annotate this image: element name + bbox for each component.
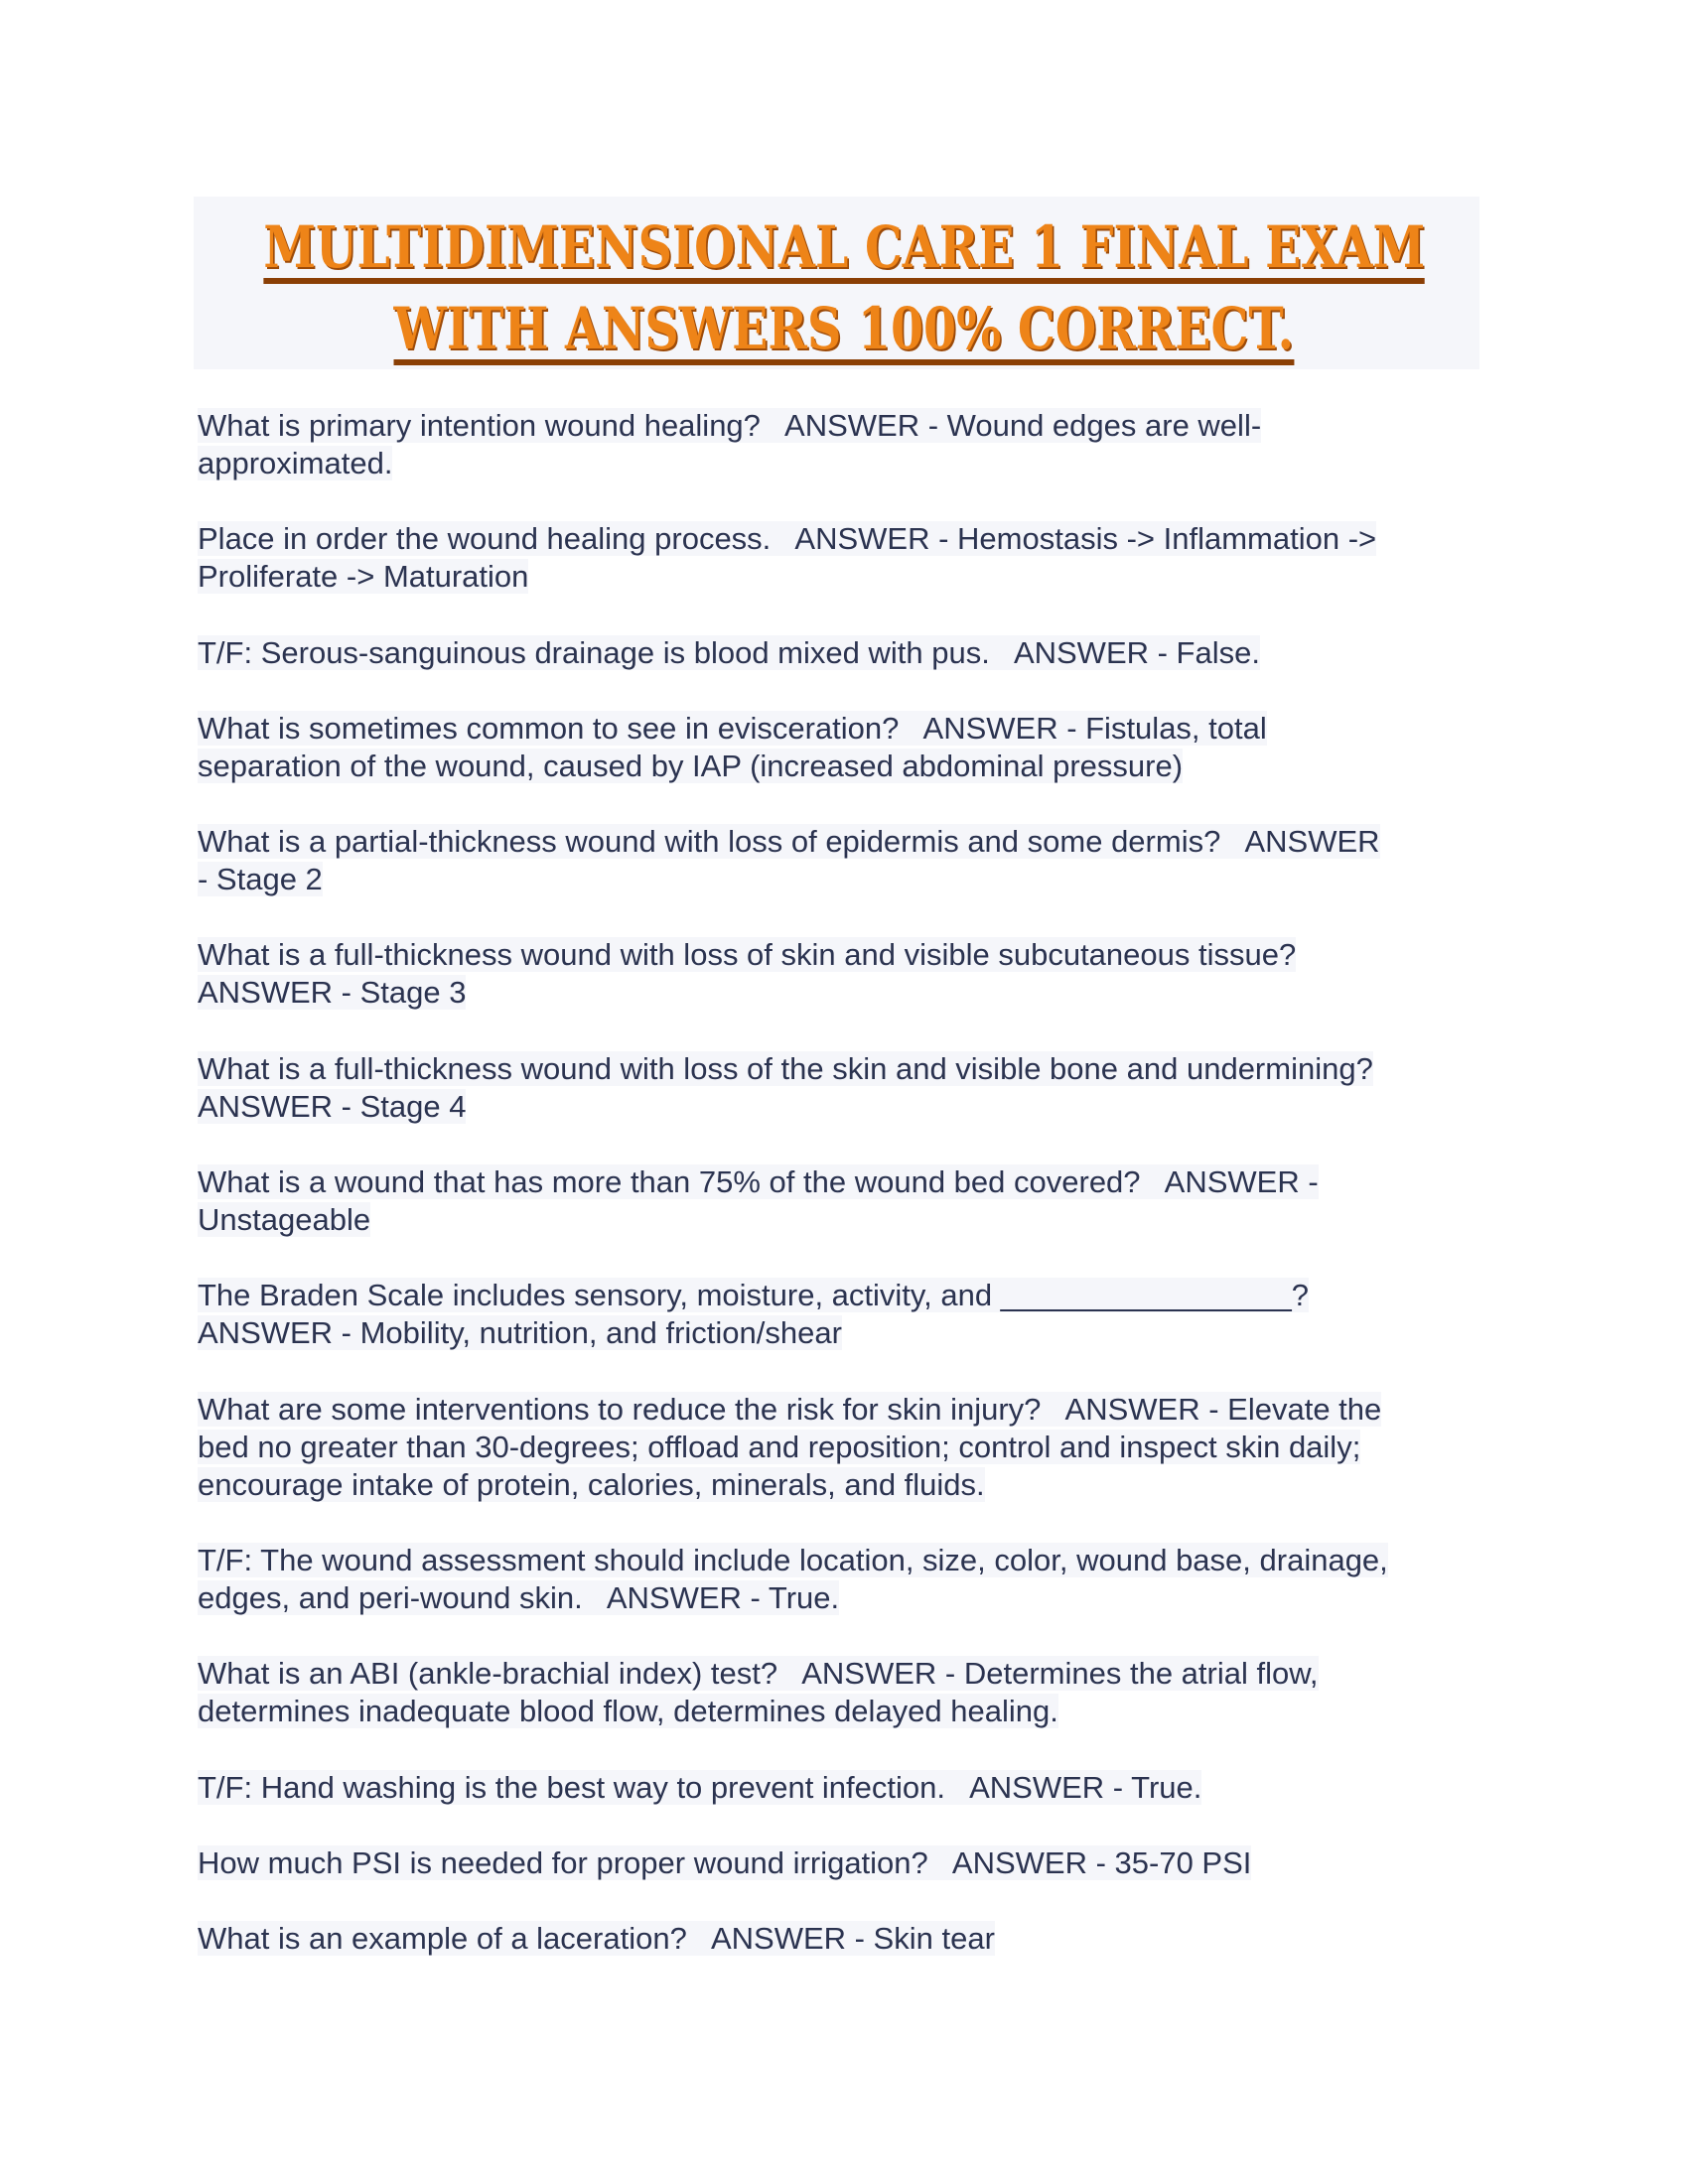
qa-line [198,1655,1488,1693]
qa-item [198,936,1488,1012]
qa-text: Proliferate -> Maturation [198,559,529,595]
qa-line [198,1542,1488,1579]
qa-text: What is an ABI (ankle-brachial index) test? ANSWER - Determines the atrial flow, [198,1656,1319,1692]
qa-text: What is a partial-thickness wound with loss of epidermis and some dermis? ANSWER [198,824,1380,860]
qa-text: T/F: Hand washing is the best way to prevent infection. ANSWER - True. [198,1769,1202,1805]
qa-text: approximated. [198,446,393,480]
qa-line [198,1163,1488,1201]
qa-line [198,1693,1488,1730]
qa-text: Unstageable [198,1202,371,1237]
qa-text: edges, and peri-wound skin. ANSWER - True. [198,1580,840,1615]
qa-item [198,1920,1488,1958]
qa-line [198,1391,1488,1429]
qa-text: How much PSI is needed for proper wound irrigation? ANSWER - 35-70 PSI [198,1844,1252,1880]
qa-text: What is a full-thickness wound with loss of the skin and visible bone and undermining? [198,1050,1373,1086]
qa-line [198,710,1488,748]
qa-line [198,1314,1488,1352]
qa-item [198,1655,1488,1730]
qa-item [198,1391,1488,1504]
qa-item [198,1769,1488,1807]
qa-line [198,748,1488,785]
qa-text: The Braden Scale includes sensory, moisture, activity, and _________________? [198,1278,1310,1313]
qa-line [198,407,1488,445]
qa-text: ANSWER - Stage 4 [198,1088,467,1124]
qa-item [198,1163,1488,1239]
qa-line [198,1844,1488,1882]
qa-text: determines inadequate blood flow, determines delayed healing. [198,1694,1058,1729]
qa-item [198,1542,1488,1617]
qa-item [198,823,1488,898]
qa-text: ANSWER - Mobility, nutrition, and friction/shear [198,1315,842,1351]
qa-line [198,1050,1488,1088]
qa-line [198,1769,1488,1807]
qa-text: What is a full-thickness wound with loss of skin and visible subcutaneous tissue? [198,937,1297,973]
qa-text: T/F: The wound assessment should include location, size, color, wound base, drainage, [198,1543,1388,1577]
qa-line [198,936,1488,974]
qa-text: T/F: Serous-sanguinous drainage is blood mixed with pus. ANSWER - False. [198,634,1260,670]
qa-line [198,1920,1488,1958]
qa-line [198,861,1488,898]
qa-text: What is an example of a laceration? ANSWER - Skin tear [198,1921,995,1956]
qa-line [198,1277,1488,1314]
qa-text: What is sometimes common to see in evisceration? ANSWER - Fistulas, total [198,710,1267,746]
qa-text: encourage intake of protein, calories, minerals, and fluids. [198,1466,985,1502]
qa-line [198,520,1488,558]
qa-item [198,634,1488,672]
qa-text: Place in order the wound healing process. ANSWER - Hemostasis -> Inflammation -> [198,521,1377,557]
qa-line [198,974,1488,1012]
qa-item [198,1277,1488,1352]
qa-line [198,1579,1488,1617]
qa-item [198,1844,1488,1882]
qa-item [198,520,1488,596]
qa-line [198,823,1488,861]
qa-text: ANSWER - Stage 3 [198,975,467,1011]
qa-line [198,1466,1488,1504]
qa-line [198,1429,1488,1466]
qa-line [198,1201,1488,1239]
qa-item [198,1050,1488,1126]
qa-line [198,558,1488,596]
qa-text: What is primary intention wound healing? ANSWER - Wound edges are well- [198,408,1262,443]
qa-text: What are some interventions to reduce the risk for skin injury? ANSWER - Elevate the [198,1391,1382,1427]
qa-item [198,710,1488,785]
qa-text: - Stage 2 [198,862,323,897]
qa-line [198,634,1488,672]
qa-item [198,407,1488,482]
title-line-2: WITH ANSWERS 100% CORRECT. [0,298,1688,365]
qa-text: separation of the wound, caused by IAP (increased abdominal pressure) [198,748,1184,783]
title-line-1: MULTIDIMENSIONAL CARE 1 FINAL EXAM [0,216,1688,284]
qa-line [198,1088,1488,1126]
qa-text: What is a wound that has more than 75% of the wound bed covered? ANSWER - [198,1164,1319,1199]
qa-text: bed no greater than 30-degrees; offload and reposition; control and inspect skin daily; [198,1429,1361,1464]
qa-line [198,445,1488,482]
